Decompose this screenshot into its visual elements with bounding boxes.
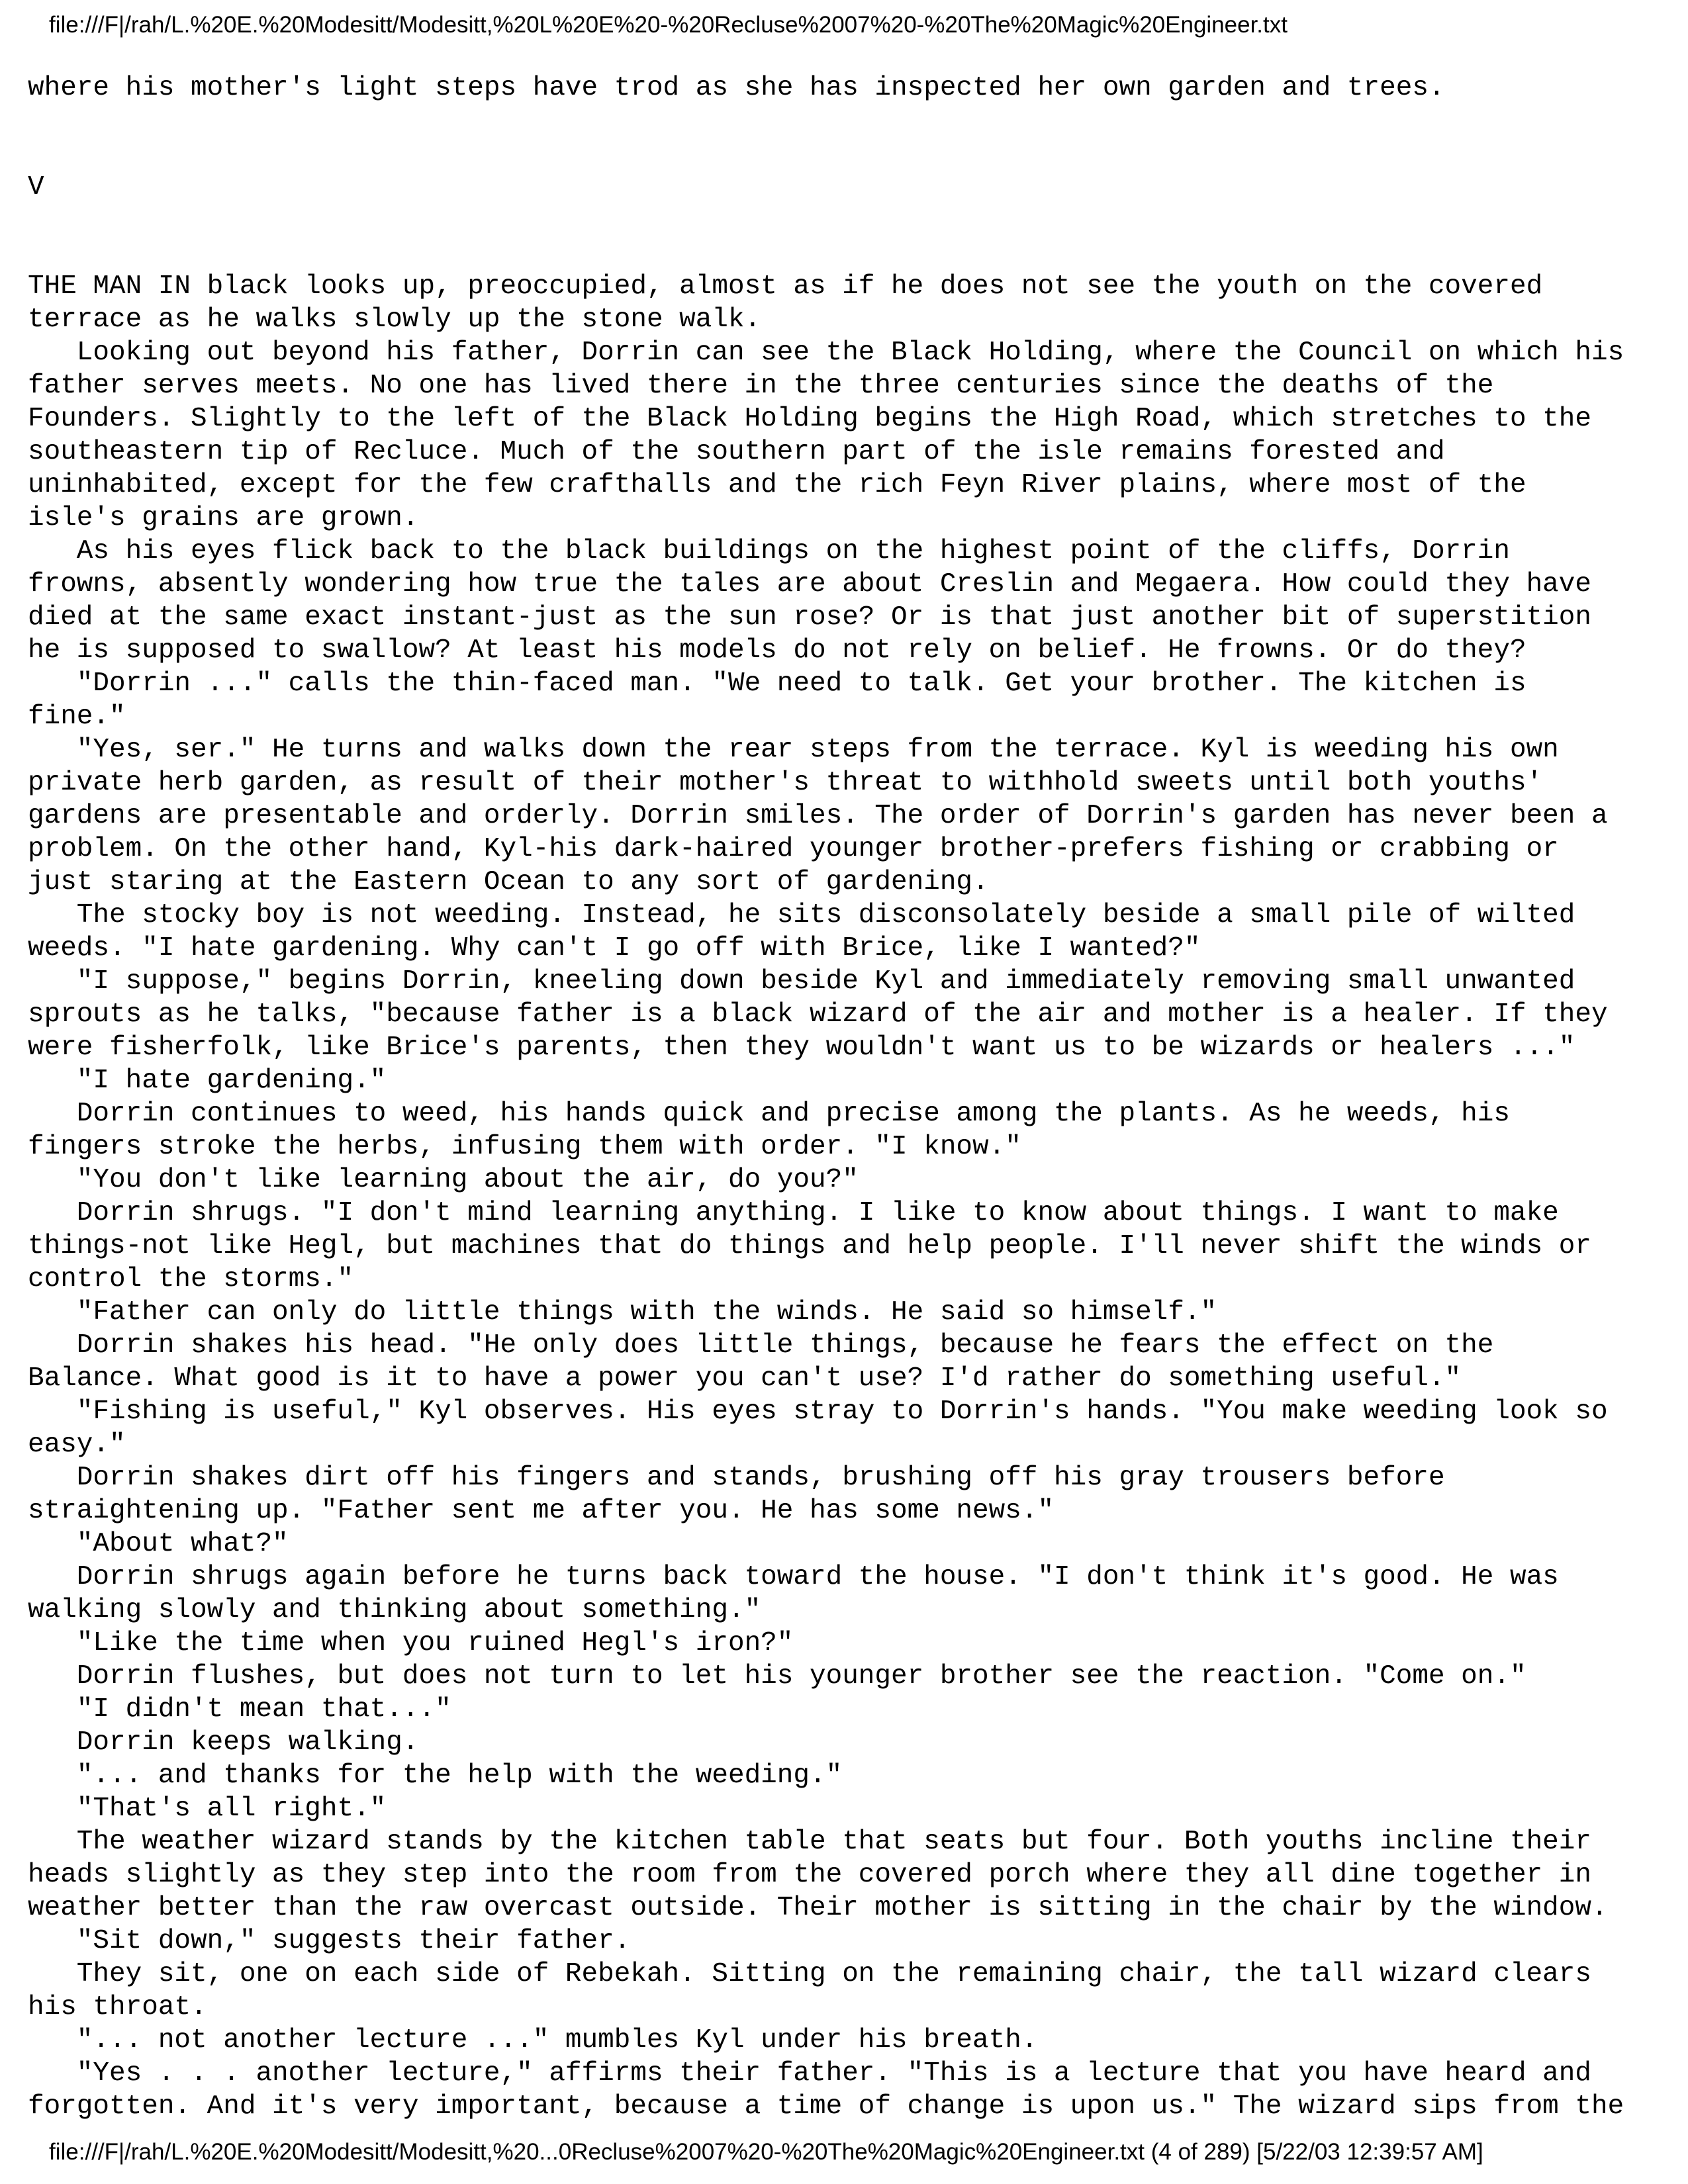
text-line: sprouts as he talks, "because father is a black wizard of the air and mother is a healer. If they bbox=[28, 999, 1608, 1030]
text-line: easy." bbox=[28, 1430, 126, 1460]
document-body bbox=[28, 71, 1669, 2123]
file-path-footer: file:///F|/rah/L.%20E.%20Modesitt/Modesitt,%20...0Recluse%2007%20-%20The%20Magic%20Engineer.txt (4 of 289) [5/22/03 12:39:57 AM] bbox=[49, 2139, 1483, 2165]
text-line: fine." bbox=[28, 702, 126, 732]
text-line: As his eyes flick back to the black buildings on the highest point of the cliffs, Dorrin bbox=[28, 536, 1510, 567]
file-path-header: file:///F|/rah/L.%20E.%20Modesitt/Modesitt,%20L%20E%20-%20Recluse%2007%20-%20The%20Magic%20Engineer.txt bbox=[49, 12, 1288, 38]
text-line bbox=[28, 237, 1669, 270]
text-line: "Father can only do little things with the winds. He said so himself." bbox=[28, 1297, 1217, 1328]
text-line bbox=[28, 105, 1669, 138]
text-line: "... and thanks for the help with the weeding." bbox=[28, 1760, 843, 1791]
text-line: "I hate gardening." bbox=[28, 1066, 387, 1096]
text-line: fingers stroke the herbs, infusing them with order. "I know." bbox=[28, 1132, 1021, 1162]
text-line: straightening up. "Father sent me after you. He has some news." bbox=[28, 1496, 1055, 1526]
text-line: "You don't like learning about the air, do you?" bbox=[28, 1165, 859, 1195]
text-line: forgotten. And it's very important, because a time of change is upon us." The wizard sips from the bbox=[28, 2091, 1624, 2122]
text-line: his throat. bbox=[28, 1992, 207, 2023]
text-line: Looking out beyond his father, Dorrin can see the Black Holding, where the Council on which his bbox=[28, 338, 1624, 368]
text-line: frowns, absently wondering how true the tales are about Creslin and Megaera. How could they have bbox=[28, 569, 1591, 600]
text-line: control the storms." bbox=[28, 1264, 354, 1295]
text-line: gardens are presentable and orderly. Dorrin smiles. The order of Dorrin's garden has never been a bbox=[28, 801, 1608, 831]
text-line: Dorrin shrugs. "I don't mind learning anything. I like to know about things. I want to make bbox=[28, 1198, 1559, 1228]
text-line: things-not like Hegl, but machines that do things and help people. I'll never shift the winds or bbox=[28, 1231, 1591, 1261]
text-line: died at the same exact instant-just as the sun rose? Or is that just another bit of superstition bbox=[28, 602, 1591, 633]
text-line: where his mother's light steps have trod as she has inspected her own garden and trees. bbox=[28, 73, 1445, 103]
text-line: "Sit down," suggests their father. bbox=[28, 1926, 631, 1956]
text-line: Dorrin keeps walking. bbox=[28, 1727, 419, 1758]
text-line: "I suppose," begins Dorrin, kneeling down beside Kyl and immediately removing small unwanted bbox=[28, 966, 1575, 997]
text-line: Dorrin shakes dirt off his fingers and stands, brushing off his gray trousers before bbox=[28, 1463, 1445, 1493]
text-line: Dorrin shrugs again before he turns back toward the house. "I don't think it's good. He was bbox=[28, 1562, 1559, 1592]
text-line: weeds. "I hate gardening. Why can't I go off with Brice, like I wanted?" bbox=[28, 933, 1201, 964]
text-line: "Fishing is useful," Kyl observes. His eyes stray to Dorrin's hands. "You make weeding look so bbox=[28, 1396, 1608, 1427]
text-line: weather better than the raw overcast outside. Their mother is sitting in the chair by the window. bbox=[28, 1893, 1608, 1923]
text-line: just staring at the Eastern Ocean to any sort of gardening. bbox=[28, 867, 989, 897]
text-line bbox=[28, 204, 1669, 237]
text-line: Balance. What good is it to have a power you can't use? I'd rather do something useful." bbox=[28, 1363, 1462, 1394]
text-line: They sit, one on each side of Rebekah. Sitting on the remaining chair, the tall wizard clears bbox=[28, 1959, 1591, 1989]
text-line: "Yes, ser." He turns and walks down the rear steps from the terrace. Kyl is weeding his own bbox=[28, 735, 1559, 765]
text-line: "About what?" bbox=[28, 1529, 289, 1559]
text-line: father serves meets. No one has lived there in the three centuries since the deaths of the bbox=[28, 371, 1494, 401]
text-line: Dorrin shakes his head. "He only does little things, because he fears the effect on the bbox=[28, 1330, 1494, 1361]
text-line: "Like the time when you ruined Hegl's iron?" bbox=[28, 1628, 794, 1659]
text-line bbox=[28, 138, 1669, 171]
text-line: "I didn't mean that..." bbox=[28, 1694, 451, 1725]
text-line: were fisherfolk, like Brice's parents, then they wouldn't want us to be wizards or healers ..." bbox=[28, 1032, 1575, 1063]
text-line: walking slowly and thinking about something." bbox=[28, 1595, 761, 1625]
text-line: heads slightly as they step into the room from the covered porch where they all dine together in bbox=[28, 1860, 1591, 1890]
text-line: The weather wizard stands by the kitchen table that seats but four. Both youths incline their bbox=[28, 1827, 1591, 1857]
text-line: isle's grains are grown. bbox=[28, 503, 419, 533]
chapter-heading: V bbox=[28, 172, 44, 203]
text-line: uninhabited, except for the few crafthalls and the rich Feyn River plains, where most of the bbox=[28, 470, 1526, 500]
text-line: "That's all right." bbox=[28, 1794, 387, 1824]
text-line: THE MAN IN black looks up, preoccupied, almost as if he does not see the youth on the covered bbox=[28, 271, 1543, 302]
text-line: problem. On the other hand, Kyl-his dark-haired younger brother-prefers fishing or crabbing or bbox=[28, 834, 1559, 864]
text-line: southeastern tip of Recluce. Much of the southern part of the isle remains forested and bbox=[28, 437, 1445, 467]
text-line: Founders. Slightly to the left of the Black Holding begins the High Road, which stretches to the bbox=[28, 404, 1591, 434]
text-line: Dorrin flushes, but does not turn to let his younger brother see the reaction. "Come on." bbox=[28, 1661, 1526, 1692]
text-line: terrace as he walks slowly up the stone walk. bbox=[28, 304, 761, 335]
text-line: The stocky boy is not weeding. Instead, he sits disconsolately beside a small pile of wilted bbox=[28, 900, 1575, 931]
text-line: he is supposed to swallow? At least his models do not rely on belief. He frowns. Or do they? bbox=[28, 635, 1526, 666]
text-line: private herb garden, as result of their mother's threat to withhold sweets until both youths' bbox=[28, 768, 1543, 798]
text-line: "Dorrin ..." calls the thin-faced man. "We need to talk. Get your brother. The kitchen is bbox=[28, 668, 1526, 699]
text-line: "Yes . . . another lecture," affirms their father. "This is a lecture that you have heard and bbox=[28, 2058, 1591, 2089]
text-line: Dorrin continues to weed, his hands quick and precise among the plants. As he weeds, his bbox=[28, 1099, 1510, 1129]
text-line: "... not another lecture ..." mumbles Kyl under his breath. bbox=[28, 2025, 1038, 2056]
